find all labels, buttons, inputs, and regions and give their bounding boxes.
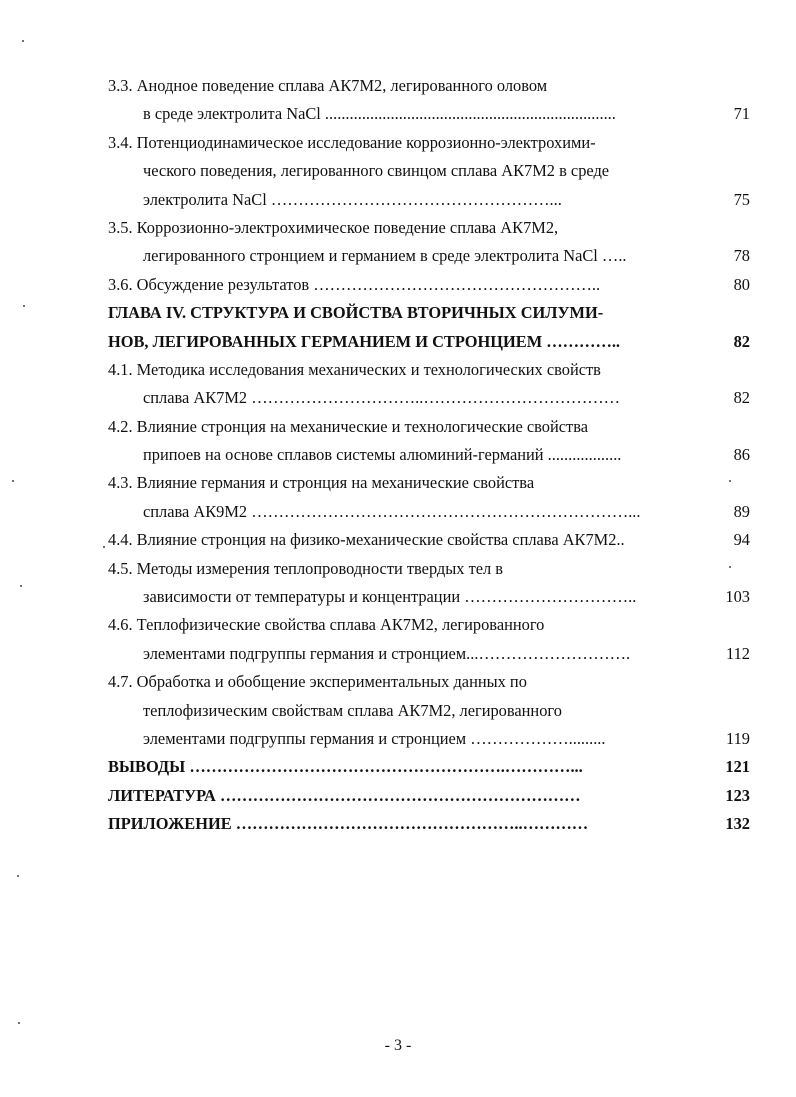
toc-entry-text: ЛИТЕРАТУРА ………………………………………………………… [108,785,581,805]
toc-entry-page: 75 [733,189,750,209]
scan-speck [23,305,25,307]
toc-entry-text: 3.4. Потенциодинамическое исследование коррозионно-электрохими- [108,132,596,152]
toc-entry-text: элементами подгруппы германия и стронцием...………………………. [143,643,631,663]
toc-entry-page: 103 [725,587,750,607]
toc-entry-text: легированного стронцием и германием в среде электролита NaCl ….. [143,246,627,266]
scan-speck [103,546,105,548]
toc-entry-text: 3.3. Анодное поведение сплава АК7М2, легированного оловом [108,76,548,95]
toc-entry-line [108,384,750,412]
toc-entry-page: 89 [733,501,750,521]
toc-entry-line [108,356,750,384]
toc-entry-line [108,299,750,327]
scan-speck [17,875,19,877]
scan-speck [12,480,14,482]
toc-entry-page: 119 [726,728,750,748]
toc-entry-line [108,498,750,526]
toc-entry-line [108,526,750,554]
toc-entry-line [108,129,750,157]
toc-entry-page: 123 [725,785,750,805]
toc-entry-page: 132 [725,814,750,834]
toc-entry-text: 4.2. Влияние стронция на механические и технологические свойства [108,416,589,436]
toc-entry-text: теплофизическим свойствам сплава АК7М2, легированного [143,700,562,720]
table-of-contents [108,72,750,839]
toc-entry-text: ческого поведения, легированного свинцом сплава АК7М2 в среде [143,161,610,181]
toc-entry-line [108,555,750,583]
toc-entry-text: ПРИЛОЖЕНИЕ ……………………………………………..………… [108,814,589,834]
toc-entry-line [108,810,750,838]
toc-entry-line [108,753,750,781]
toc-entry-line [108,328,750,356]
toc-entry-page: 82 [733,331,750,351]
toc-entry-text: ВЫВОДЫ ………………………………………………….…………... [108,757,583,777]
toc-entry-text: 4.7. Обработка и обобщение экспериментальных данных по [108,672,527,692]
toc-entry-page: 121 [725,757,750,777]
toc-entry-line [108,640,750,668]
toc-entry-line [108,441,750,469]
toc-entry-page: 82 [733,388,750,408]
toc-entry-line [108,697,750,725]
toc-entry-text: 4.3. Влияние германия и стронция на механические свойства [108,473,535,493]
toc-entry-page: 86 [733,445,750,465]
toc-entry-line [108,583,750,611]
scan-speck [729,480,731,482]
toc-entry-text: в среде электролита NaCl ....................................................................... [143,104,616,124]
toc-entry-text: 4.1. Методика исследования механических и технологических свойств [108,359,601,379]
toc-entry-line [108,668,750,696]
toc-entry-text: сплава АК7М2 …………………………..……………………………… [143,388,621,408]
toc-entry-line [108,186,750,214]
toc-entry-page: 78 [733,246,750,266]
toc-entry-line [108,100,750,128]
scan-speck [18,1022,20,1024]
toc-entry-text: элементами подгруппы германия и стронцием ………………......... [143,728,606,748]
toc-entry-line [108,157,750,185]
toc-entry-line [108,469,750,497]
toc-entry-line [108,725,750,753]
toc-entry-page: 80 [733,274,750,294]
toc-entry-line [108,271,750,299]
toc-entry-line [108,242,750,270]
scan-speck [22,40,24,42]
toc-entry-text: НОВ, ЛЕГИРОВАННЫХ ГЕРМАНИЕМ И СТРОНЦИЕМ ………….. [108,331,621,351]
toc-entry-line [108,72,750,100]
page-number: - 3 - [384,1037,412,1054]
scan-speck [20,585,22,587]
toc-entry-text: электролита NaCl ……………………………………………... [143,189,562,209]
toc-entry-text: 4.4. Влияние стронция на физико-механические свойства сплава АК7М2.. [108,530,625,550]
toc-entry-text: 3.6. Обсуждение результатов …………………………………………….. [108,274,601,294]
toc-entry-text: зависимости от температуры и концентрации ………………………….. [143,587,637,607]
toc-entry-text: 4.5. Методы измерения теплопроводности твердых тел в [108,558,504,578]
toc-entry-text: 4.6. Теплофизические свойства сплава АК7М2, легированного [108,615,545,635]
toc-entry-page: 112 [726,643,750,663]
toc-entry-text: сплава АК9М2 ……………………………………………………………... [143,501,641,521]
toc-entry-line [108,413,750,441]
toc-entry-line [108,611,750,639]
toc-entry-text: 3.5. Коррозионно-электрохимическое поведение сплава АК7М2, [108,217,559,237]
toc-entry-line [108,782,750,810]
toc-entry-page: 71 [733,104,750,124]
toc-entry-page: 94 [733,530,750,550]
toc-entry-line [108,214,750,242]
scan-speck [729,566,731,568]
toc-entry-text: ГЛАВА IV. СТРУКТУРА И СВОЙСТВА ВТОРИЧНЫХ СИЛУМИ- [108,303,604,323]
toc-entry-text: припоев на основе сплавов системы алюминий-германий .................. [143,445,622,465]
